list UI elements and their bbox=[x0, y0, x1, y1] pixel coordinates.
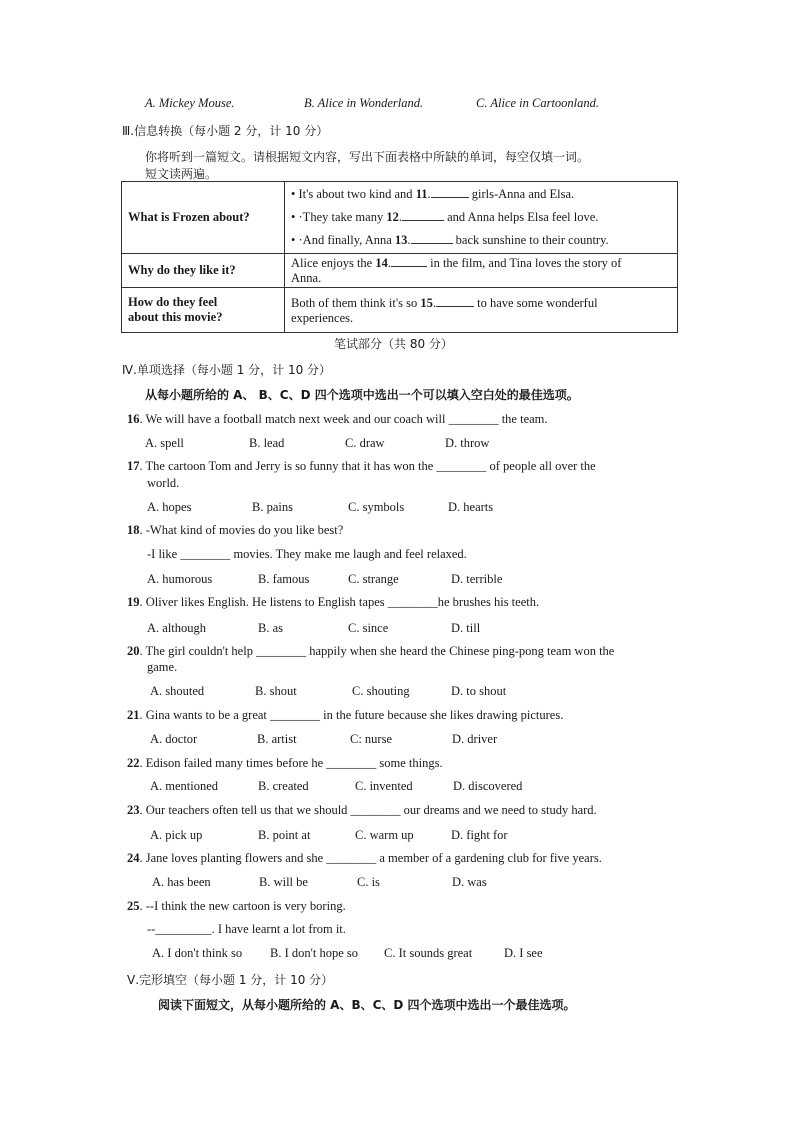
q18-option-c: C. strange bbox=[348, 572, 399, 586]
q16-option-d: D. throw bbox=[445, 436, 490, 450]
q16-option-b: B. lead bbox=[249, 436, 285, 450]
q25-option-b: B. I don't hope so bbox=[270, 946, 359, 960]
q17-option-b: B. pains bbox=[252, 500, 293, 514]
q17-option-a: A. hopes bbox=[147, 500, 192, 514]
row1-label: What is Frozen about? bbox=[122, 182, 285, 254]
q18-option-d: D. terrible bbox=[451, 572, 503, 586]
section5-instruction: 阅读下面短文，从每小题所给的 A、B、C、D 四个选项中选出一个最佳选项。 bbox=[158, 998, 576, 1012]
q20-stem: 20. The girl couldn't help ________ happily when she heard the Chinese ping-pong team won the bbox=[127, 644, 615, 658]
q23-option-a: A. pick up bbox=[150, 828, 203, 842]
q22-option-a: A. mentioned bbox=[150, 779, 219, 793]
q23-option-b: B. point at bbox=[258, 828, 311, 842]
q24-stem: 24. Jane loves planting flowers and she ________ a member of a gardening club for five years. bbox=[127, 851, 602, 865]
row3-content: Both of them think it's so 15. to have some wonderful experiences. bbox=[285, 288, 678, 333]
q21-option-b: B. artist bbox=[257, 732, 297, 746]
q17-option-d: D. hearts bbox=[448, 500, 494, 514]
q21-stem: 21. Gina wants to be a great ________ in the future because she likes drawing pictures. bbox=[127, 708, 564, 722]
bullet-icon: • bbox=[291, 210, 296, 224]
section3-title: Ⅲ.信息转换（每小题 2 分，计 10 分） bbox=[122, 124, 329, 138]
section3-instruction-1: 你将听到一篇短文。请根据短文内容，写出下面表格中所缺的单词，每空仅填一词。 bbox=[145, 150, 590, 164]
q22-option-c: C. invented bbox=[355, 779, 413, 793]
q23-option-c: C. warm up bbox=[355, 828, 414, 842]
q18-stem: 18. -What kind of movies do you like best? bbox=[127, 523, 344, 537]
q24-option-c: C. is bbox=[357, 875, 380, 889]
q16-stem: 16. We will have a football match next week and our coach will ________ the team. bbox=[127, 412, 548, 426]
q20-option-d: D. to shout bbox=[451, 684, 507, 698]
q23-option-d: D. fight for bbox=[451, 828, 508, 842]
q20-option-b: B. shout bbox=[255, 684, 297, 698]
q24-option-d: D. was bbox=[452, 875, 487, 889]
q21-option-a: A. doctor bbox=[150, 732, 198, 746]
q19-stem: 19. Oliver likes English. He listens to English tapes ________he brushes his teeth. bbox=[127, 595, 540, 609]
q25-option-c: C. It sounds great bbox=[384, 946, 473, 960]
q17-option-c: C. symbols bbox=[348, 500, 405, 514]
q22-option-d: D. discovered bbox=[453, 779, 523, 793]
bullet-icon: • bbox=[291, 187, 296, 201]
written-part-heading: 笔试部分（共 80 分） bbox=[334, 337, 453, 351]
section5-title: Ⅴ.完形填空（每小题 1 分，计 10 分） bbox=[127, 973, 334, 987]
row2-label: Why do they like it? bbox=[122, 254, 285, 288]
q21-option-c: C: nurse bbox=[350, 732, 393, 746]
q22-option-b: B. created bbox=[258, 779, 309, 793]
q16-option-a: A. spell bbox=[145, 436, 184, 450]
section4-instruction: 从每小题所给的 A、 B、C、D 四个选项中选出一个可以填入空白处的最佳选项。 bbox=[145, 388, 579, 402]
q20-stem-2: game. bbox=[147, 660, 178, 674]
q22-stem: 22. Edison failed many times before he ________ some things. bbox=[127, 756, 443, 770]
q10-option-b: B. Alice in Wonderland. bbox=[304, 96, 424, 110]
row2-content: Alice enjoys the 14. in the film, and Tina loves the story of Anna. bbox=[285, 254, 678, 288]
q19-option-c: C. since bbox=[348, 621, 389, 635]
q18-stem-2: -I like ________ movies. They make me laugh and feel relaxed. bbox=[147, 547, 467, 561]
q19-option-a: A. although bbox=[147, 621, 207, 635]
q17-stem-2: world. bbox=[147, 476, 180, 490]
q25-stem-2: --_________. I have learnt a lot from it. bbox=[147, 922, 346, 936]
q18-option-b: B. famous bbox=[258, 572, 310, 586]
info-table bbox=[121, 181, 678, 333]
bullet-icon: • bbox=[291, 233, 296, 247]
q16-option-c: C. draw bbox=[345, 436, 385, 450]
q18-option-a: A. humorous bbox=[147, 572, 213, 586]
q25-option-d: D. I see bbox=[504, 946, 543, 960]
section3-instruction-2: 短文读两遍。 bbox=[145, 167, 218, 181]
q10-option-a: A. Mickey Mouse. bbox=[145, 96, 235, 110]
q10-option-c: C. Alice in Cartoonland. bbox=[476, 96, 600, 110]
q17-stem: 17. The cartoon Tom and Jerry is so funny that it has won the ________ of people all over the bbox=[127, 459, 596, 473]
q23-stem: 23. Our teachers often tell us that we should ________ our dreams and we need to study hard. bbox=[127, 803, 597, 817]
row1-content: • It's about two kind and 11. girls-Anna and Elsa. • ·They take many 12. and Anna helps Elsa feel love. • ·And finally, Anna 13. back sunshine to their country. bbox=[285, 182, 678, 254]
q20-option-a: A. shouted bbox=[150, 684, 205, 698]
q25-stem: 25. --I think the new cartoon is very boring. bbox=[127, 899, 346, 913]
q24-option-b: B. will be bbox=[259, 875, 308, 889]
q24-option-a: A. has been bbox=[152, 875, 211, 889]
q19-option-d: D. till bbox=[451, 621, 481, 635]
q20-option-c: C. shouting bbox=[352, 684, 410, 698]
section4-title: Ⅳ.单项选择（每小题 1 分，计 10 分） bbox=[122, 363, 332, 377]
q21-option-d: D. driver bbox=[452, 732, 498, 746]
row3-label: How do they feel about this movie? bbox=[122, 288, 285, 333]
q25-option-a: A. I don't think so bbox=[152, 946, 243, 960]
q19-option-b: B. as bbox=[258, 621, 283, 635]
